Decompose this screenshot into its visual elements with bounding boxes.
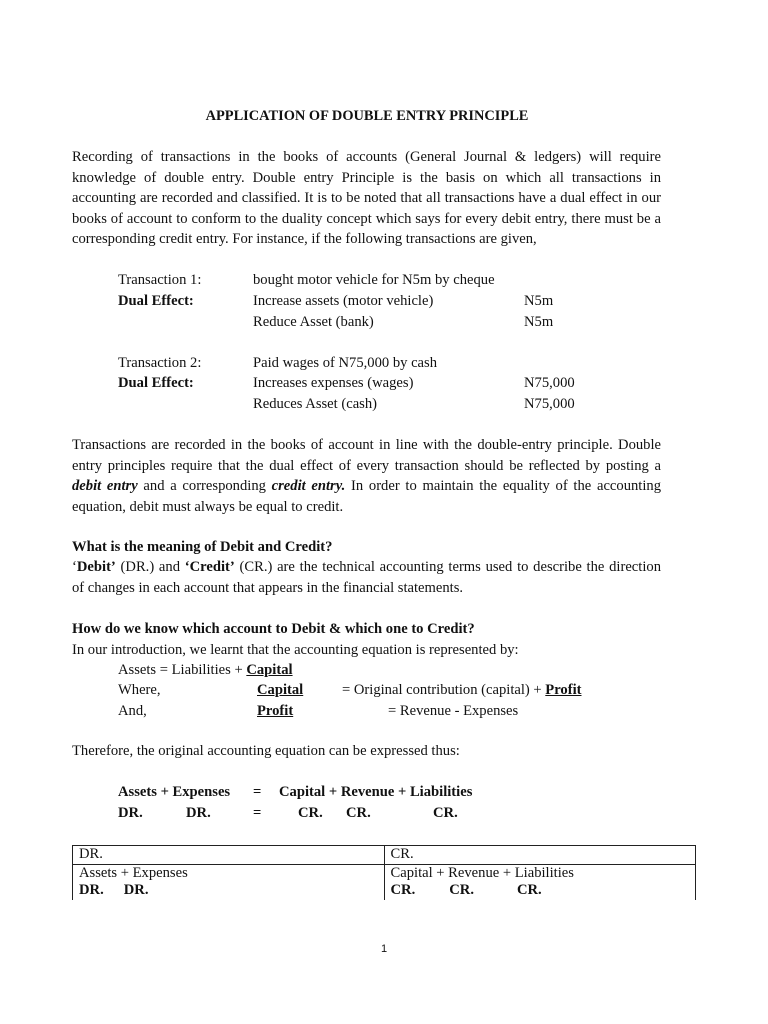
cr-mark-liabilities: CR. — [433, 805, 458, 821]
transaction-2-description: Paid wages of N75,000 by cash — [253, 355, 438, 371]
transaction-1-effect-1: Increase assets (motor vehicle) — [253, 293, 434, 309]
table-row — [73, 864, 696, 900]
table-cell-right — [384, 864, 696, 900]
where-label: Where, — [118, 682, 161, 698]
cr-mark-capital: CR. — [298, 805, 323, 821]
transaction-2-effect-1: Increases expenses (wages) — [253, 375, 414, 391]
and-term-profit: Profit — [257, 703, 294, 719]
debit-entry-term: debit entry — [72, 478, 138, 495]
equation-capital: Capital — [246, 662, 293, 678]
para2-part3: In order to maintain the equality of the accounting equation, debit must always be equal to credit. — [72, 478, 661, 515]
therefore-text: Therefore, the original accounting equation can be expressed thus: — [72, 743, 460, 759]
transaction-1-amount-2: N5m — [524, 314, 554, 330]
equation-intro: In our introduction, we learnt that the accounting equation is represented by: — [72, 642, 519, 658]
accounting-equation — [118, 661, 293, 679]
equation-right-side: Capital + Revenue + Liabilities — [279, 784, 473, 800]
where-term-capital: Capital — [257, 682, 304, 698]
table-header-cr: CR. — [384, 846, 696, 865]
transaction-1-effect-2: Reduce Asset (bank) — [253, 314, 374, 330]
and-label: And, — [118, 703, 147, 719]
table-left-marks — [79, 882, 378, 900]
equation-left-side: Assets + Expenses — [118, 784, 231, 800]
where-definition — [342, 681, 582, 699]
equation-equals: = — [253, 784, 262, 800]
transaction-2-label: Transaction 2: — [118, 355, 202, 371]
credit-entry-term: credit entry. — [271, 478, 346, 495]
q1-mid: (DR.) and — [115, 559, 185, 575]
debit-credit-paragraph — [72, 557, 661, 598]
equation-left: Assets = Liabilities + — [118, 662, 247, 678]
debit-credit-table — [72, 845, 696, 901]
table-header-dr: DR. — [73, 846, 385, 865]
transaction-2-amount-1: N75,000 — [524, 375, 575, 391]
and-definition: = Revenue - Expenses — [388, 703, 519, 719]
table-cell-left — [73, 864, 385, 900]
debit-term: Debit’ — [76, 559, 116, 575]
table-header-row — [73, 846, 696, 865]
q1-rest: (CR.) are the technical accounting terms used to describe the direction of changes in each account that appears in the financial statements. — [72, 559, 661, 596]
table-cr-mark: CR. — [449, 882, 474, 898]
table-cr-mark: CR. — [390, 882, 416, 898]
table-row-left-text: Assets + Expenses — [79, 864, 188, 881]
table-cr-mark: CR. — [516, 882, 542, 898]
q1-open-quote: ‘ — [72, 559, 77, 575]
debit-credit-heading: What is the meaning of Debit and Credit? — [72, 539, 333, 555]
transaction-2-amount-2: N75,000 — [524, 396, 575, 412]
where-definition-text: = Original contribution (capital) + — [342, 682, 546, 698]
para2-part1: Transactions are recorded in the books of account in line with the double-entry principle. Double entry principles require that the dual effect of every transaction should be reflected by posting a — [72, 437, 661, 474]
dr-mark-expenses: DR. — [186, 805, 211, 821]
transaction-1-amount-1: N5m — [524, 293, 554, 309]
table-dr-mark: DR. — [79, 882, 104, 898]
intro-paragraph: Recording of transactions in the books of accounts (General Journal & ledgers) will require knowledge of double entry. Double entry Principle is the basis on which all transactions in accounting are recorded and classified. It is to be noted that all transactions have a dual effect in our books of account to conform to the duality concept which says for every debit entry, there must be a corresponding credit entry. For instance, if the following transactions are given, — [72, 149, 661, 248]
transaction-1-label: Transaction 1: — [118, 272, 202, 288]
dr-mark-assets: DR. — [118, 805, 143, 821]
page-cut-mask — [60, 900, 720, 920]
equation-equals-2: = — [253, 805, 262, 821]
double-entry-paragraph — [72, 435, 661, 517]
para2-part2: and a corresponding — [137, 478, 272, 495]
transaction-2-effect-2: Reduces Asset (cash) — [253, 396, 378, 412]
cr-mark-revenue: CR. — [346, 805, 371, 821]
page-title: APPLICATION OF DOUBLE ENTRY PRINCIPLE — [205, 108, 529, 124]
table-right-marks — [391, 882, 690, 900]
transaction-1-dual-label: Dual Effect: — [118, 293, 194, 309]
table-dr-mark: DR. — [123, 882, 149, 898]
which-account-heading: How do we know which account to Debit & which one to Credit? — [72, 621, 475, 637]
table-row-right-text: Capital + Revenue + Liabilities — [390, 864, 574, 881]
transaction-2-dual-label: Dual Effect: — [118, 375, 194, 391]
transaction-1-description: bought motor vehicle for N5m by cheque — [253, 272, 495, 288]
credit-term: ‘Credit’ — [184, 559, 235, 575]
where-profit: Profit — [545, 682, 582, 698]
page-number: 1 — [380, 943, 388, 955]
